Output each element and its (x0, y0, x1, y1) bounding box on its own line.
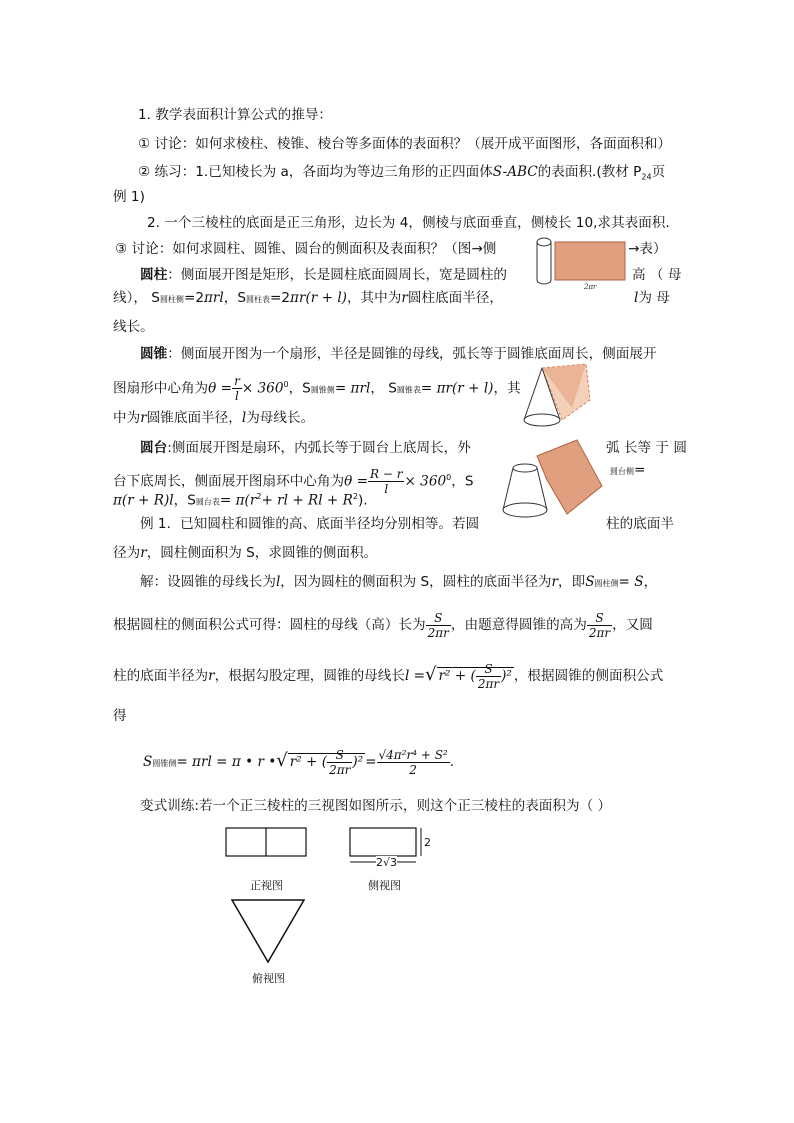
frustum-sub-label: 圆台侧= (610, 462, 646, 478)
top-view-figure (228, 896, 308, 966)
cylinder-formulas (113, 290, 503, 308)
side-view-label: 侧视图 (368, 879, 401, 892)
exercise-1-tail: 的表面积.(教材 P (537, 164, 642, 180)
cyl-f3: πrl (203, 290, 224, 306)
cylinder-label: 2πr (584, 283, 597, 291)
example-1-cont: 径为r，圆柱侧面积为 S，求圆锥的侧面积。 (113, 545, 378, 561)
cone-f2: θ = (208, 380, 233, 397)
discussion-rotation: ③ 讨论：如何求圆柱、圆锥、圆台的侧面积及表面积？（图→侧 (115, 241, 497, 257)
cyl-f8: 圆柱底面半径， (407, 290, 503, 306)
cone-f5: = πrl (334, 380, 371, 397)
cone-vars: 中为r圆锥底面半径，l为母线长。 (113, 410, 315, 426)
front-view-figure (224, 826, 310, 860)
exercise-1-text: ② 练习：1.已知棱长为 a，各面均为等边三角形的正四面体 (138, 164, 493, 180)
discussion-polyhedra: ① 讨论：如何求棱柱、棱锥、棱台等多面体的表面积？（展开成平面图形，各面面积和） (138, 136, 672, 152)
cyl-f2: =2 (183, 290, 204, 306)
frustum-frac: $\frac{R - r}{l}$ (370, 467, 403, 496)
exercise-1 (138, 164, 665, 186)
side-height-label: 2 (424, 836, 431, 849)
solution-line-4: 得 (113, 708, 127, 724)
tetra-name: S-ABC (492, 164, 538, 180)
cylinder-desc-text: ：侧面展开图是矩形，长是圆柱底面圆周长，宽是圆柱的 (167, 267, 508, 283)
cone-formulas: 图扇形中心角为θ = $\frac{r}{l}$ × $360^0$，S圆锥侧= πrl， S圆锥表= πr(r + l)，其 (113, 374, 521, 403)
cyl-r: r (401, 290, 408, 306)
cyl-f5: =2 (270, 290, 291, 306)
cylinder-desc-tail: 高 （ 母 (632, 267, 682, 283)
heading-derivation: 1. 教学表面积计算公式的推导： (138, 107, 333, 123)
frustum-angle: 台下底周长，侧面展开图扇环中心角为θ = $\frac{R - r}{l}$ × $360^0$，S (113, 467, 474, 496)
cone-f6: ， S (370, 380, 397, 397)
height-frac-1: $\frac{S}{2\pi r}$ (427, 610, 449, 640)
discussion-rotation-tail: →表） (628, 241, 667, 257)
cone-frac: $\frac{r}{l}$ (234, 374, 240, 403)
cyl-f4: ，S (223, 290, 246, 306)
frustum-desc-tail: 弧 长等 于 圆 (606, 440, 687, 456)
cyl-sub2: 圆柱表 (246, 295, 270, 304)
cyl-f9: 为 母 (638, 290, 670, 306)
cone-f3: × 360 (241, 380, 284, 397)
cyl-f6: πr(r + l) (290, 290, 347, 306)
frustum-term: 圆台 (140, 440, 168, 456)
cyl-l: l (634, 290, 639, 306)
cone-term: 圆锥 (140, 346, 168, 362)
exercise-1-page: 页 (651, 164, 666, 180)
solution-line-3: 柱的底面半径为r，根据勾股定理，圆锥的母线长l =√ r² + ( $\frac{S}{2\pi r}$ )² ，根据圆锥的侧面积公式 (113, 662, 664, 691)
example-1: 例 1．已知圆柱和圆锥的高、底面半径均分别相等。若圆 (140, 516, 480, 532)
front-view-label: 正视图 (250, 879, 283, 892)
exercise-1-cont: 例 1) (113, 189, 145, 205)
cyl-f7: ，其中为 (346, 290, 402, 306)
cyl-line-tail (634, 290, 670, 307)
cylinder-desc (140, 267, 507, 284)
cylinder-unfold-figure (532, 234, 628, 292)
top-view-label: 俯视图 (252, 972, 285, 985)
example-1-tail: 柱的底面半 (606, 516, 674, 532)
solution-line-2: 根据圆柱的侧面积公式可得：圆柱的母线（高）长为 $\frac{S}{2\pi r}$ ，由题意得圆锥的高为 $\frac{S}{2\pi r}$ ，又圆 (113, 610, 653, 640)
frustum-desc-text: :侧面展开图是扇环，内弧长等于圆台上底周长，外 (167, 440, 471, 456)
slant-sqrt: r² + ( $\frac{S}{2\pi r}$ )² (438, 662, 512, 691)
exercise-2: 2. 一个三棱柱的底面是正三角形，边长为 4，侧棱与底面垂直，侧棱长 10,求其表面积. (147, 215, 670, 231)
cone-f8: ，其 (493, 380, 521, 397)
cone-f7: = πr(r + l) (420, 380, 494, 397)
cylinder-term: 圆柱 (140, 267, 168, 283)
cyl-line-end: 线长。 (113, 319, 154, 335)
cone-f1: 图扇形中心角为 (113, 380, 209, 397)
page-sub: 24 (641, 172, 652, 182)
side-width-label: 2√3 (376, 856, 398, 869)
result-frac: $\frac{\text{√4π²r⁴ + S²}}{2}$ (378, 747, 448, 777)
cone-f4: ，S (288, 380, 311, 397)
cyl-f1: 线）， S (113, 290, 160, 306)
height-frac-2: $\frac{S}{2\pi r}$ (588, 610, 611, 640)
frustum-desc (140, 440, 471, 457)
cone-area-result: S圆锥侧= πrl = π • r •√ r² + ( $\frac{S}{2\pi r}$ )² = $\frac{\text{√4π²r⁴ + S²}}{2}$ . (143, 747, 455, 777)
cone-desc-text: ：侧面展开图为一个扇形，半径是圆锥的母线，弧长等于圆锥底面周长，侧面展开 (167, 346, 657, 362)
variant-exercise: 变式训练:若一个正三棱柱的三视图如图所示，则这个正三棱柱的表面积为（ ） (140, 798, 612, 814)
cyl-sub1: 圆柱侧 (159, 295, 184, 304)
solution-line-1: 解：设圆锥的母线长为l，因为圆柱的侧面积为 S，圆柱的底面半径为r，即S圆柱侧= S， (140, 574, 658, 590)
frustum-unfold-figure (497, 436, 607, 526)
cone-unfold-figure (512, 360, 594, 430)
frustum-formulas: π(r + R)l，S圆台表= $\pi(r^2+$ rl + $Rl + R^2$). (113, 492, 368, 509)
